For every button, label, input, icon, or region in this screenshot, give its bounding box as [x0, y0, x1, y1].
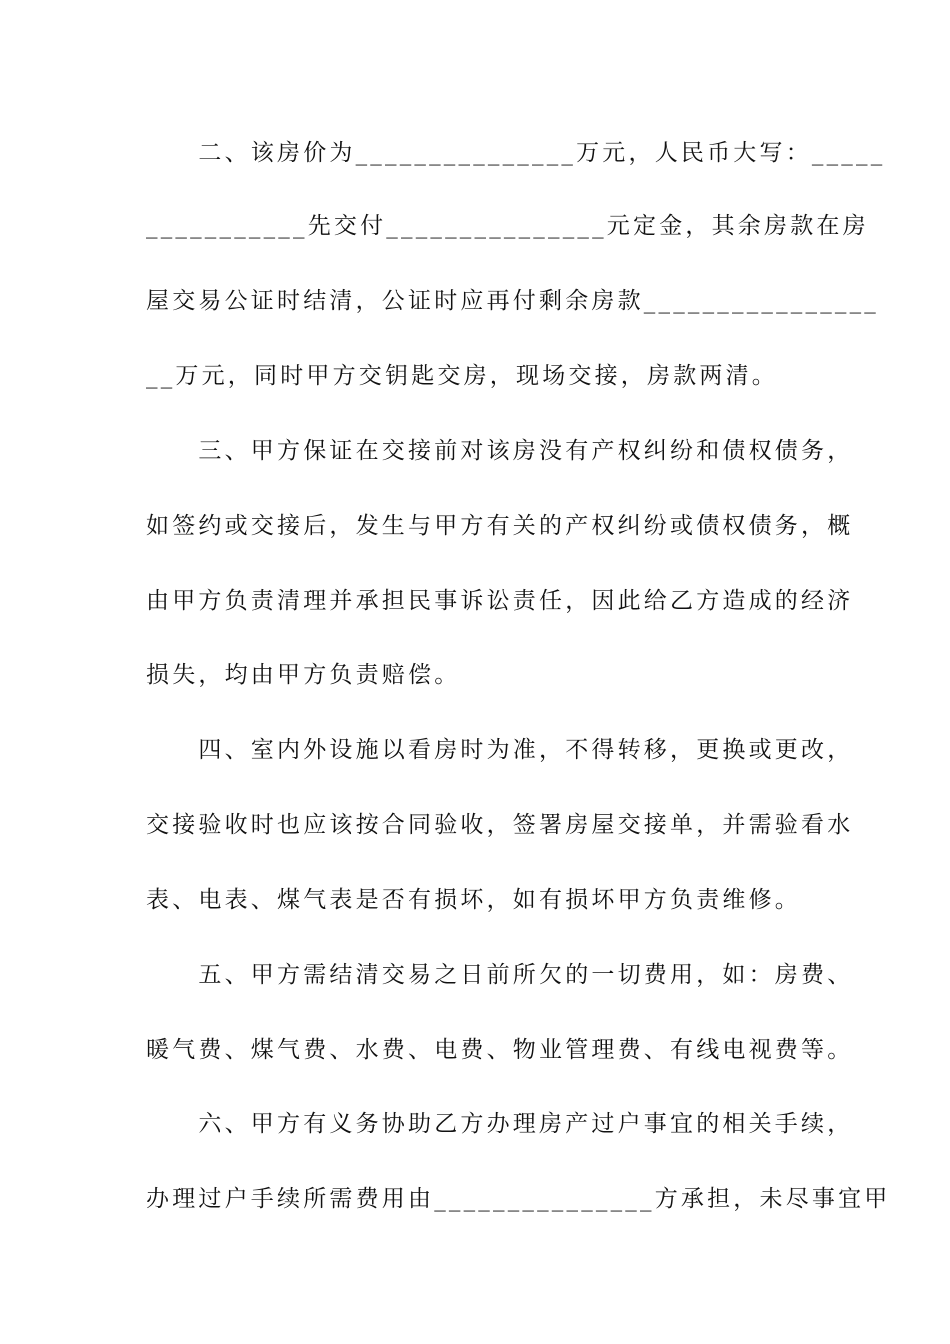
text-line-3: 屋交易公证时结清，公证时应再付剩余房款________________: [146, 288, 879, 314]
text-line-15: 办理过户手续所需费用由_______________方承担，未尽事宜甲: [146, 1186, 891, 1212]
text-line-1: 二、该房价为_______________万元，人民币大写：_____: [146, 140, 886, 166]
text-line-10: 交接验收时也应该按合同验收，签署房屋交接单，并需验看水: [146, 812, 854, 838]
text-line-8: 损失，均由甲方负责赔偿。: [146, 662, 461, 688]
text-line-7: 由甲方负责清理并承担民事诉讼责任，因此给乙方造成的经济: [146, 588, 854, 614]
text-line-11: 表、电表、煤气表是否有损坏，如有损坏甲方负责维修。: [146, 887, 801, 913]
text-line-13: 暖气费、煤气费、水费、电费、物业管理费、有线电视费等。: [146, 1037, 854, 1063]
text-line-4: __万元，同时甲方交钥匙交房，现场交接，房款两清。: [146, 363, 778, 389]
text-line-12: 五、甲方需结清交易之日前所欠的一切费用，如：房费、: [146, 962, 854, 988]
text-line-5: 三、甲方保证在交接前对该房没有产权纠纷和债权债务，: [146, 438, 854, 464]
text-line-2: ___________先交付_______________元定金，其余房款在房: [146, 213, 869, 239]
text-line-9: 四、室内外设施以看房时为准，不得转移，更换或更改，: [146, 737, 854, 763]
text-line-14: 六、甲方有义务协助乙方办理房产过户事宜的相关手续，: [146, 1111, 854, 1137]
text-line-6: 如签约或交接后，发生与甲方有关的产权纠纷或债权债务，概: [146, 513, 854, 539]
